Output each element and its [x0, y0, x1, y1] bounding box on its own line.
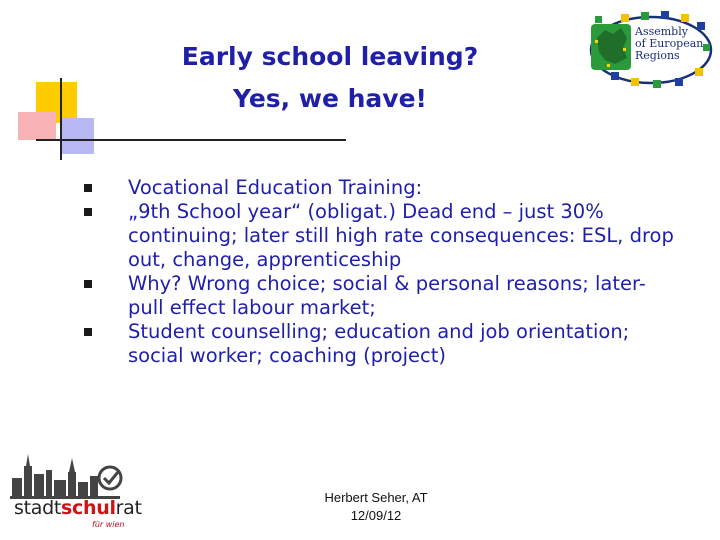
wordmark-part-rat: rat — [115, 497, 142, 519]
blue-square-decoration — [60, 118, 94, 154]
square-bullet-icon — [84, 328, 92, 336]
footer-date: 12/09/12 — [350, 508, 402, 523]
vertical-line-decoration — [60, 78, 62, 160]
title-line-2: Yes, we have! — [233, 84, 427, 113]
list-item — [84, 272, 674, 320]
square-bullet-icon — [84, 208, 92, 216]
footer — [316, 489, 436, 525]
square-bullet-icon — [84, 280, 92, 288]
list-item-text: „9th School year“ (obligat.) Dead end – just 30% continuing; later still high rate consequences: ESL, drop out, change, apprenticeship — [128, 200, 674, 271]
city-skyline-icon — [6, 452, 146, 500]
list-item — [84, 320, 674, 368]
square-bullet-icon — [84, 184, 92, 192]
wordmark-part-stadt: stadt — [14, 497, 62, 519]
horizontal-line-decoration — [36, 139, 346, 141]
wordmark-part-schul: schul — [61, 497, 116, 519]
list-item-text: Student counselling; education and job orientation; social worker; coaching (project) — [128, 320, 630, 367]
title-line-1: Early school leaving? — [181, 42, 479, 71]
footer-author: Herbert Seher, AT — [324, 490, 428, 505]
bullet-list — [84, 176, 674, 368]
aer-logo-line-2: of European — [635, 37, 704, 50]
list-item-text: Why? Wrong choice; social & personal reasons; later-pull effect labour market; — [128, 272, 646, 319]
aer-logo — [583, 8, 713, 90]
slide-title — [130, 36, 530, 120]
stadtschulrat-subline: für wien — [92, 520, 125, 529]
aer-logo-line-1: Assembly — [635, 25, 688, 38]
aer-logo-text — [635, 26, 705, 62]
stadtschulrat-logo — [6, 452, 146, 536]
list-item-text: Vocational Education Training: — [128, 176, 423, 199]
stadtschulrat-wordmark — [14, 497, 142, 519]
aer-logo-line-3: Regions — [635, 49, 680, 62]
red-square-decoration — [18, 112, 56, 140]
list-item — [84, 200, 674, 272]
list-item — [84, 176, 674, 200]
